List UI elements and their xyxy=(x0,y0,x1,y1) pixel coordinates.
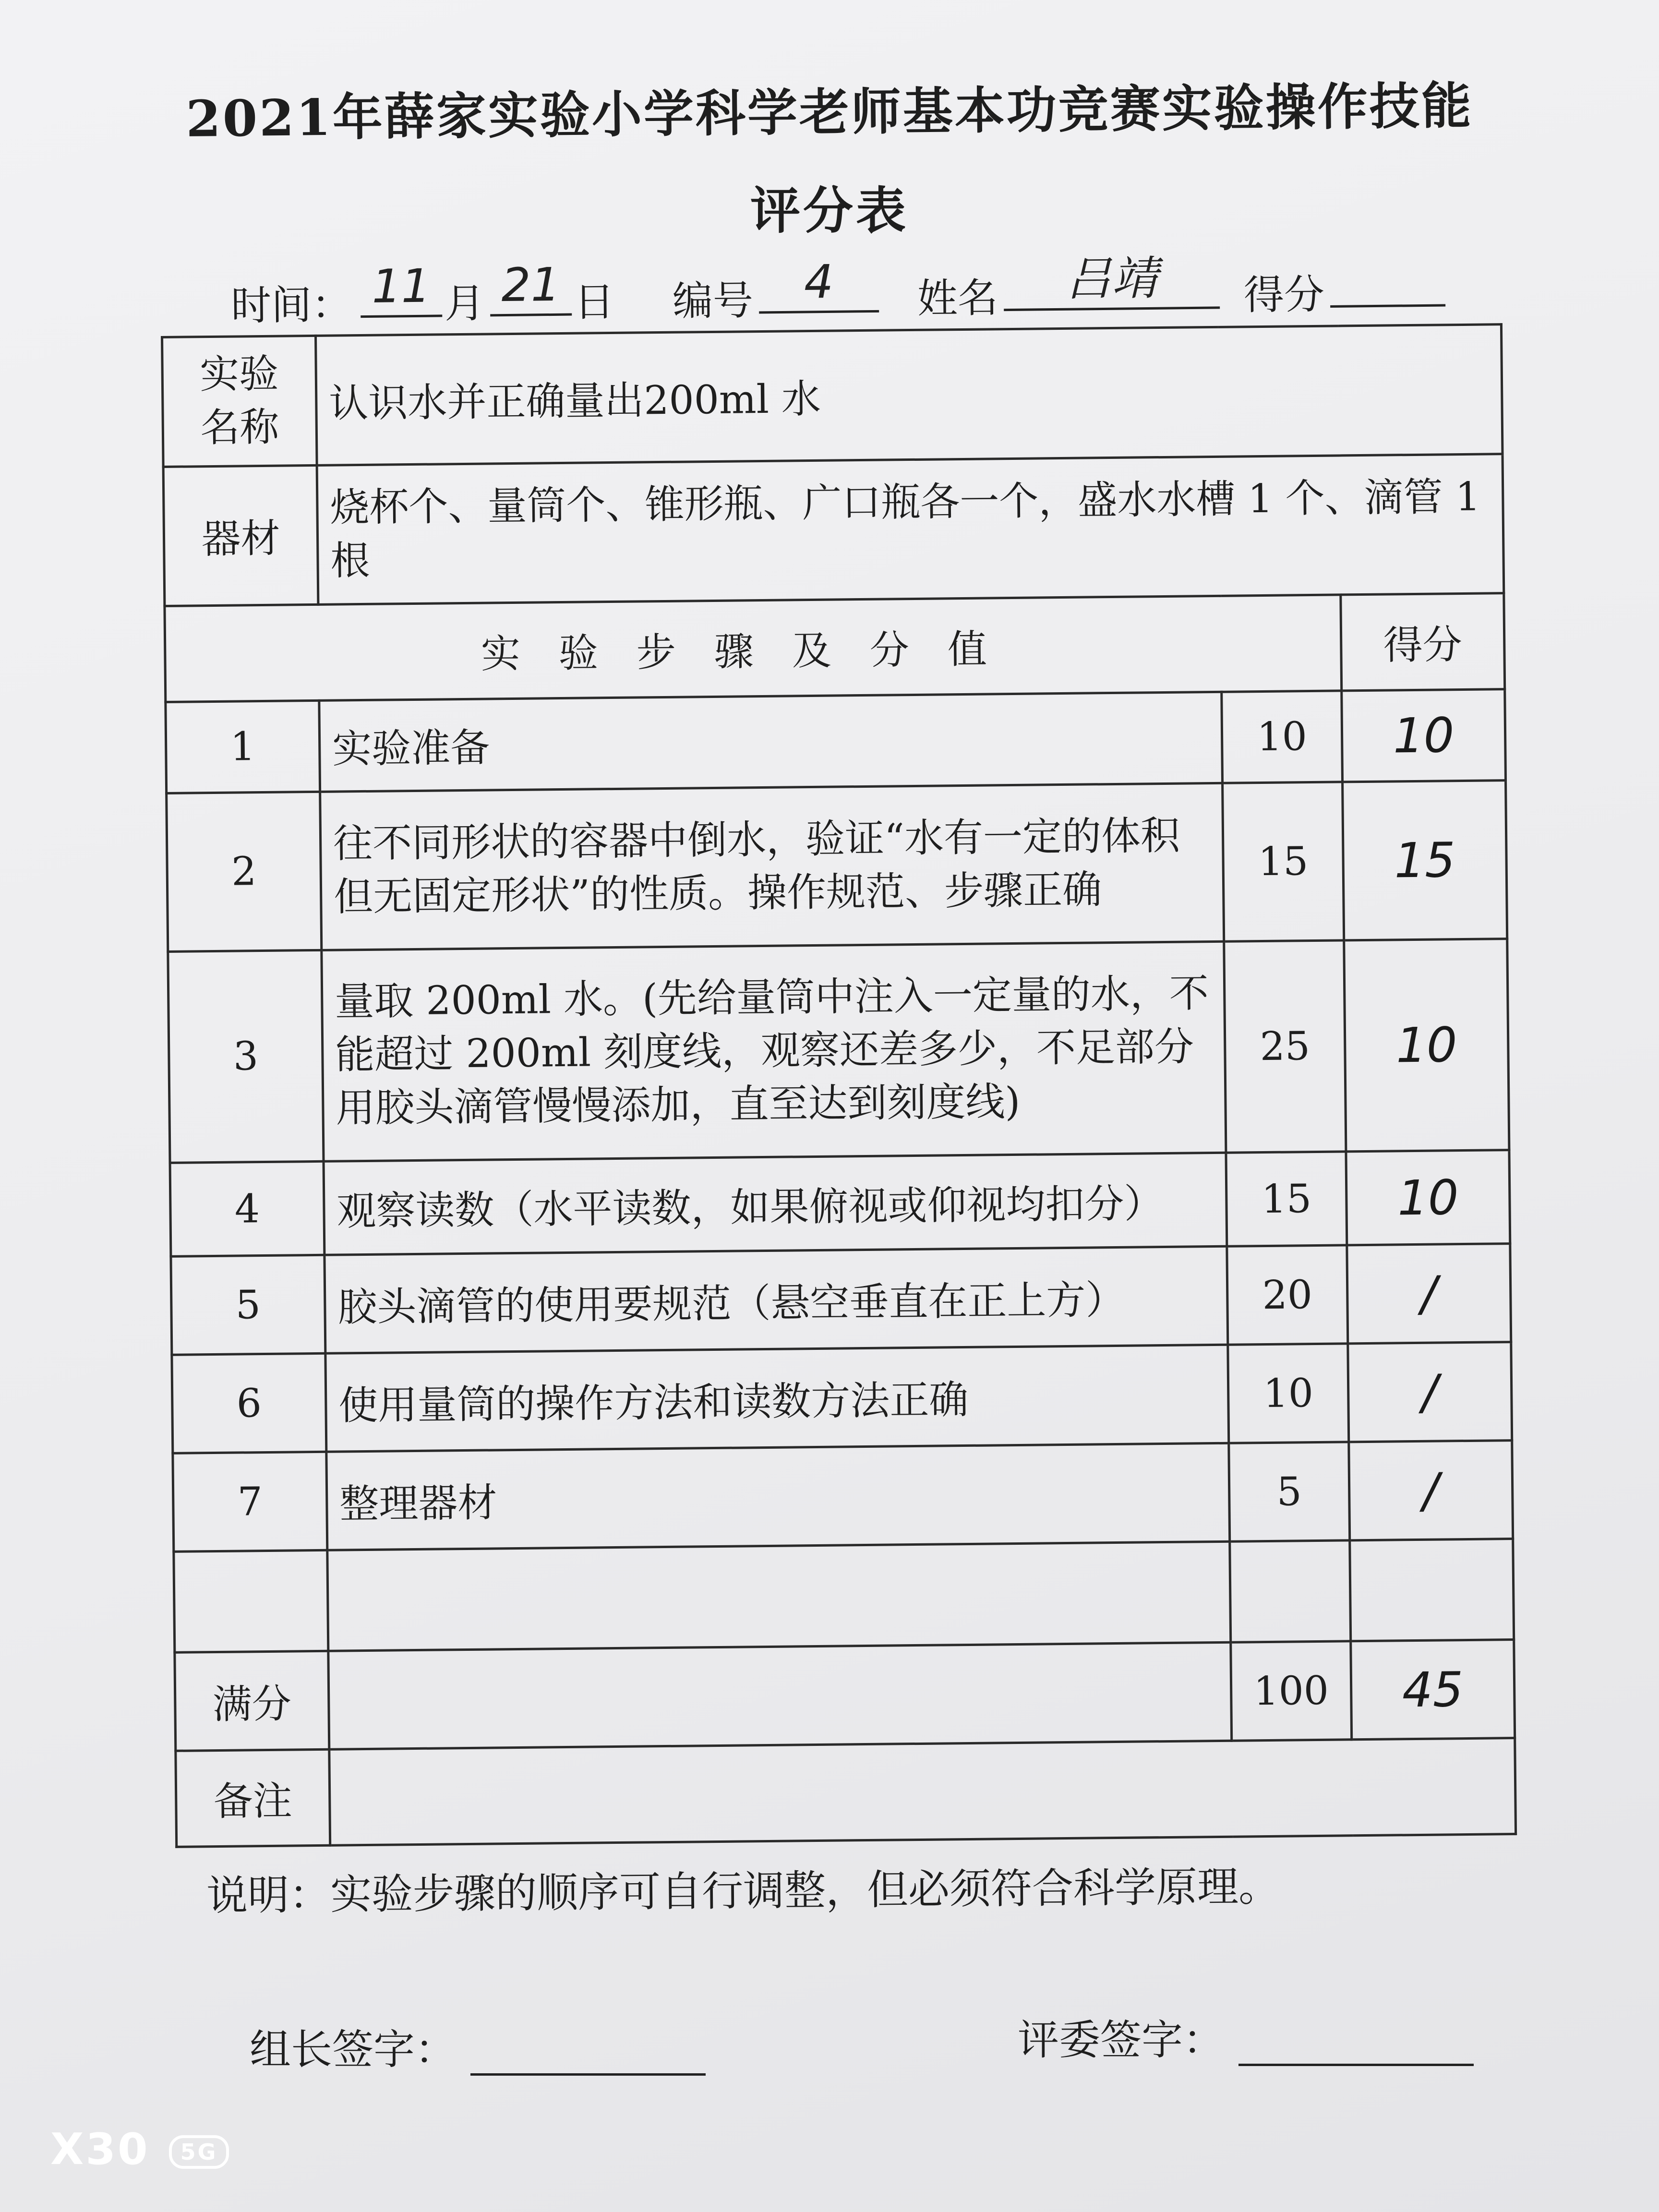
empty-cell xyxy=(327,1541,1231,1651)
remarks-label: 备注 xyxy=(176,1749,330,1847)
step-text: 使用量筒的操作方法和读数方法正确 xyxy=(325,1345,1229,1452)
step-row xyxy=(170,1150,1510,1257)
step-score: / xyxy=(1349,1441,1513,1540)
experiment-name-label: 实验名称 xyxy=(162,336,317,467)
equipment-value: 烧杯个、量筒个、锥形瓶、广口瓶各一个，盛水水槽 1 个、滴管 1 根 xyxy=(317,454,1504,605)
score-table xyxy=(161,323,1517,1848)
step-row xyxy=(171,1244,1511,1355)
judge-signature-label: 评委签字： xyxy=(1018,2016,1224,2064)
step-number: 3 xyxy=(168,950,324,1163)
step-points: 10 xyxy=(1228,1344,1349,1443)
remarks-value xyxy=(329,1738,1516,1846)
empty-cell xyxy=(1230,1540,1351,1642)
steps-header-score: 得分 xyxy=(1341,593,1505,691)
step-text: 量取 200ml 水。(先给量筒中注入一定量的水，不能超过 200ml 刻度线，观察还差多少，不足部分用胶头滴管慢慢添加，直至达到刻度线) xyxy=(322,941,1226,1161)
footnote: 说明：实验步骤的顺序可自行调整，但必须符合科学原理。 xyxy=(206,1863,1280,1920)
document-title: 2021年薛家实验小学科学老师基本功竞赛实验操作技能 xyxy=(185,75,1474,149)
step-points: 10 xyxy=(1222,691,1343,783)
day-field: 21 xyxy=(490,256,572,317)
equipment-row xyxy=(163,454,1504,606)
watermark-5g-badge: 5G xyxy=(169,2135,229,2169)
judge-signature-line xyxy=(1238,2035,1474,2066)
step-row xyxy=(167,781,1507,952)
time-label: 时间： xyxy=(230,281,352,329)
score-field xyxy=(1330,247,1445,308)
step-text: 往不同形状的容器中倒水，验证“水有一定的体积但无固定形状”的性质。操作规范、步骤正确 xyxy=(320,783,1224,950)
score-label: 得分 xyxy=(1243,271,1325,319)
number-field: 4 xyxy=(758,252,879,314)
step-number: 5 xyxy=(171,1255,325,1355)
step-points: 5 xyxy=(1229,1442,1350,1541)
judge-signature xyxy=(1018,2007,1474,2066)
step-text: 观察读数（水平读数，如果俯视或仰视均扣分） xyxy=(324,1153,1227,1255)
step-number: 4 xyxy=(170,1161,325,1256)
step-text: 实验准备 xyxy=(319,692,1223,792)
month-label: 月 xyxy=(444,279,485,327)
step-score: 10 xyxy=(1342,689,1506,782)
empty-row xyxy=(174,1539,1514,1653)
step-points: 15 xyxy=(1223,782,1344,941)
camera-watermark xyxy=(50,2124,229,2175)
total-score: 45 xyxy=(1351,1640,1515,1740)
step-score: / xyxy=(1347,1244,1511,1344)
step-row xyxy=(172,1342,1512,1454)
number-label: 编号 xyxy=(672,276,754,325)
name-field: 吕靖 xyxy=(1003,249,1220,311)
step-number: 1 xyxy=(166,700,320,793)
leader-signature-line xyxy=(470,2044,706,2076)
empty-cell xyxy=(1350,1539,1514,1641)
document-subtitle: 评分表 xyxy=(750,181,909,240)
step-points: 20 xyxy=(1227,1245,1348,1345)
total-points: 100 xyxy=(1231,1641,1352,1741)
step-text: 胶头滴管的使用要规范（悬空垂直在正上方） xyxy=(325,1246,1228,1353)
experiment-name-value: 认识水并正确量出200ml 水 xyxy=(316,325,1503,466)
step-text: 整理器材 xyxy=(326,1443,1230,1550)
leader-signature xyxy=(250,2016,706,2076)
step-row xyxy=(168,939,1509,1163)
step-row xyxy=(166,689,1506,793)
step-points: 25 xyxy=(1224,940,1346,1153)
step-number: 6 xyxy=(172,1353,326,1453)
name-label: 姓名 xyxy=(917,274,998,323)
step-score: 10 xyxy=(1346,1150,1510,1245)
step-score: 10 xyxy=(1344,939,1509,1152)
empty-cell xyxy=(174,1550,328,1652)
step-number: 7 xyxy=(173,1452,327,1551)
step-score: / xyxy=(1348,1342,1512,1442)
steps-header-label: 实验步骤及分值 xyxy=(165,595,1342,702)
leader-signature-label: 组长签字： xyxy=(250,2026,456,2074)
step-number: 2 xyxy=(167,792,322,951)
total-label: 满分 xyxy=(175,1651,329,1751)
equipment-label: 器材 xyxy=(163,465,318,606)
steps-header-row xyxy=(165,593,1505,702)
experiment-name-row xyxy=(162,325,1503,467)
step-row xyxy=(173,1441,1513,1552)
score-table-wrapper xyxy=(161,323,1515,1848)
day-label: 日 xyxy=(574,278,615,326)
watermark-brand: X30 xyxy=(50,2124,150,2175)
total-row xyxy=(175,1640,1515,1751)
total-blank xyxy=(328,1642,1232,1749)
header-info-line xyxy=(230,246,1450,331)
month-field: 11 xyxy=(360,257,442,318)
step-score: 15 xyxy=(1343,781,1507,940)
step-points: 15 xyxy=(1226,1152,1347,1246)
remarks-row xyxy=(176,1738,1516,1847)
